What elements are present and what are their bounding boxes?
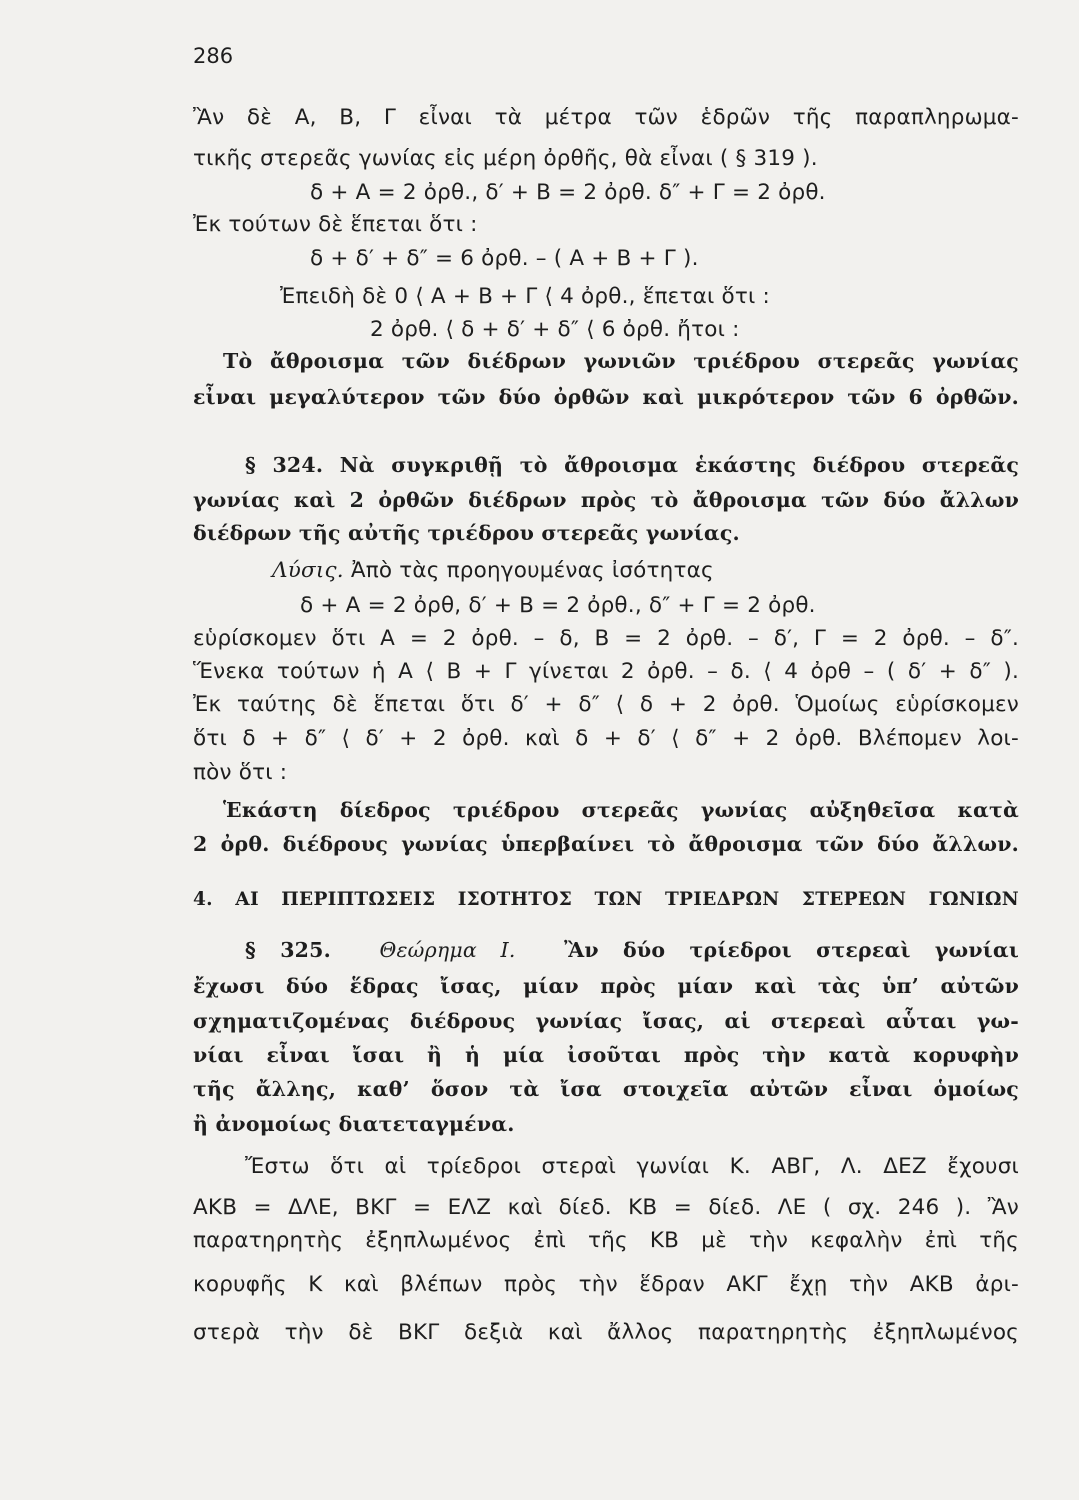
text-line: εὑρίσκομεν ὅτι Α = 2 ὀρθ. – δ, Β = 2 ὀρθ. – δ′, Γ = 2 ὀρθ. – δ″. <box>193 626 1019 651</box>
solution-label: Λύσις. <box>272 558 344 583</box>
text-line: Ἐκ ταύτης δὲ ἕπεται ὅτι δ′ + δ″ ⟨ δ + 2 ὀρθ. Ὁμοίως εὑρίσκομεν <box>193 692 1019 717</box>
section-324-line: § 324. Νὰ συγκριθῇ τὸ ἄθροισμα ἑκάστης διέδρου στερεᾶς <box>245 453 1019 477</box>
solution-line <box>272 556 1079 586</box>
text-line: παρατηρητὴς ἐξηπλωμένος ἐπὶ τῆς ΚΒ μὲ τὴν κεφαλὴν ἐπὶ τῆς <box>193 1228 1019 1253</box>
equation-line: δ + δ′ + δ″ = 6 ὀρθ. – ( Α + Β + Γ ). <box>310 246 699 271</box>
conclusion-line: Ἑκάστη δίεδρος τριέδρου στερεᾶς γωνίας αὐξηθεῖσα κατὰ <box>223 798 1019 822</box>
theorem-line: νίαι εἶναι ἴσαι ἢ ἡ μία ἰσοῦται πρὸς τὴν κατὰ κορυφὴν <box>193 1043 1019 1067</box>
equation-line: δ + Α = 2 ὀρθ., δ′ + Β = 2 ὀρθ. δ″ + Γ = 2 ὀρθ. <box>310 180 826 205</box>
text-line: Ἕνεκα τούτων ἡ Α ⟨ Β + Γ γίνεται 2 ὀρθ. – δ. ⟨ 4 ὀρθ – ( δ′ + δ″ ). <box>193 659 1019 684</box>
equation-line: δ + Α = 2 ὀρθ, δ′ + Β = 2 ὀρθ., δ″ + Γ = 2 ὀρθ. <box>300 593 816 618</box>
solution-text: Ἀπὸ τὰς προηγουμένας ἰσότητας <box>343 558 714 583</box>
text-line: κορυφῆς Κ καὶ βλέπων πρὸς τὴν ἕδραν ΑΚΓ ἔχῃ τὴν ΑΚΒ ἀρι- <box>193 1272 1019 1297</box>
theorem-line: σχηματιζομένας διέδρους γωνίας ἴσας, αἱ στερεαὶ αὗται γω- <box>193 1009 1019 1033</box>
theorem-line: τῆς ἄλλης, καθ’ ὅσον τὰ ἴσα στοιχεῖα αὐτῶν εἶναι ὁμοίως <box>193 1077 1019 1101</box>
theorem-line: Τὸ ἄθροισμα τῶν διέδρων γωνιῶν τριέδρου στερεᾶς γωνίας <box>223 349 1019 373</box>
problem-line: γωνίας καὶ 2 ὀρθῶν διέδρων πρὸς τὸ ἄθροισμα τῶν δύο ἄλλων <box>193 488 1019 512</box>
section-heading: 4. ΑΙ ΠΕΡΙΠΤΩΣΕΙΣ ΙΣΟΤΗΤΟΣ ΤΩΝ ΤΡΙΕΔΡΩΝ ΣΤΕΡΕΩΝ ΓΩΝΙΩΝ <box>193 889 1019 910</box>
text-line: τικῆς στερεᾶς γωνίας εἰς μέρη ὀρθῆς, θὰ εἶναι ( § 319 ). <box>193 146 818 171</box>
text-line: ὅτι δ + δ″ ⟨ δ′ + 2 ὀρθ. καὶ δ + δ′ ⟨ δ″ + 2 ὀρθ. Βλέπομεν λοι- <box>193 726 1019 751</box>
text-line: ΑΚΒ = ΔΛΕ, ΒΚΓ = ΕΛΖ καὶ δίεδ. ΚΒ = δίεδ. ΛΕ ( σχ. 246 ). Ἂν <box>193 1195 1019 1220</box>
text-line: Ἔστω ὅτι αἱ τρίεδροι στεραὶ γωνίαι Κ. ΑΒΓ, Λ. ΔΕΖ ἔχουσι <box>245 1154 1019 1179</box>
page-number <box>193 44 233 68</box>
problem-line: διέδρων τῆς αὐτῆς τριέδρου στερεᾶς γωνίας. <box>193 521 740 545</box>
theorem-325-line <box>245 935 1019 965</box>
text-line: στερὰ τὴν δὲ ΒΚΓ δεξιὰ καὶ ἄλλος παρατηρητὴς ἐξηπλωμένος <box>193 1320 1019 1345</box>
theorem-line: ἢ ἀνομοίως διατεταγμένα. <box>193 1112 515 1136</box>
conclusion-line: 2 ὀρθ. διέδρους γωνίας ὑπερβαίνει τὸ ἄθροισμα τῶν δύο ἄλλων. <box>193 832 1019 856</box>
text-line: Ἐπειδὴ δὲ 0 ⟨ Α + Β + Γ ⟨ 4 ὀρθ., ἕπεται ὅτι : <box>280 284 770 309</box>
page-number-text: 286 <box>193 44 234 68</box>
theorem-line: εἶναι μεγαλύτερον τῶν δύο ὀρθῶν καὶ μικρότερον τῶν 6 ὀρθῶν. <box>193 385 1019 409</box>
section-number: § 325. <box>245 938 331 962</box>
text-line: πὸν ὅτι : <box>193 760 288 785</box>
theorem-text: Ἂν δύο τρίεδροι στερεαὶ γωνίαι <box>564 938 1019 962</box>
text-line: Ἂν δὲ Α, Β, Γ εἶναι τὰ μέτρα τῶν ἑδρῶν τῆς παραπληρωμα- <box>193 105 1019 130</box>
theorem-line: ἔχωσι δύο ἕδρας ἴσας, μίαν πρὸς μίαν καὶ τὰς ὑπ’ αὐτῶν <box>193 974 1019 998</box>
text-line: Ἐκ τούτων δὲ ἕπεται ὅτι : <box>193 212 478 237</box>
equation-line: 2 ὀρθ. ⟨ δ + δ′ + δ″ ⟨ 6 ὀρθ. ἤτοι : <box>370 317 740 342</box>
theorem-label: Θεώρημα Ι. <box>379 938 516 962</box>
